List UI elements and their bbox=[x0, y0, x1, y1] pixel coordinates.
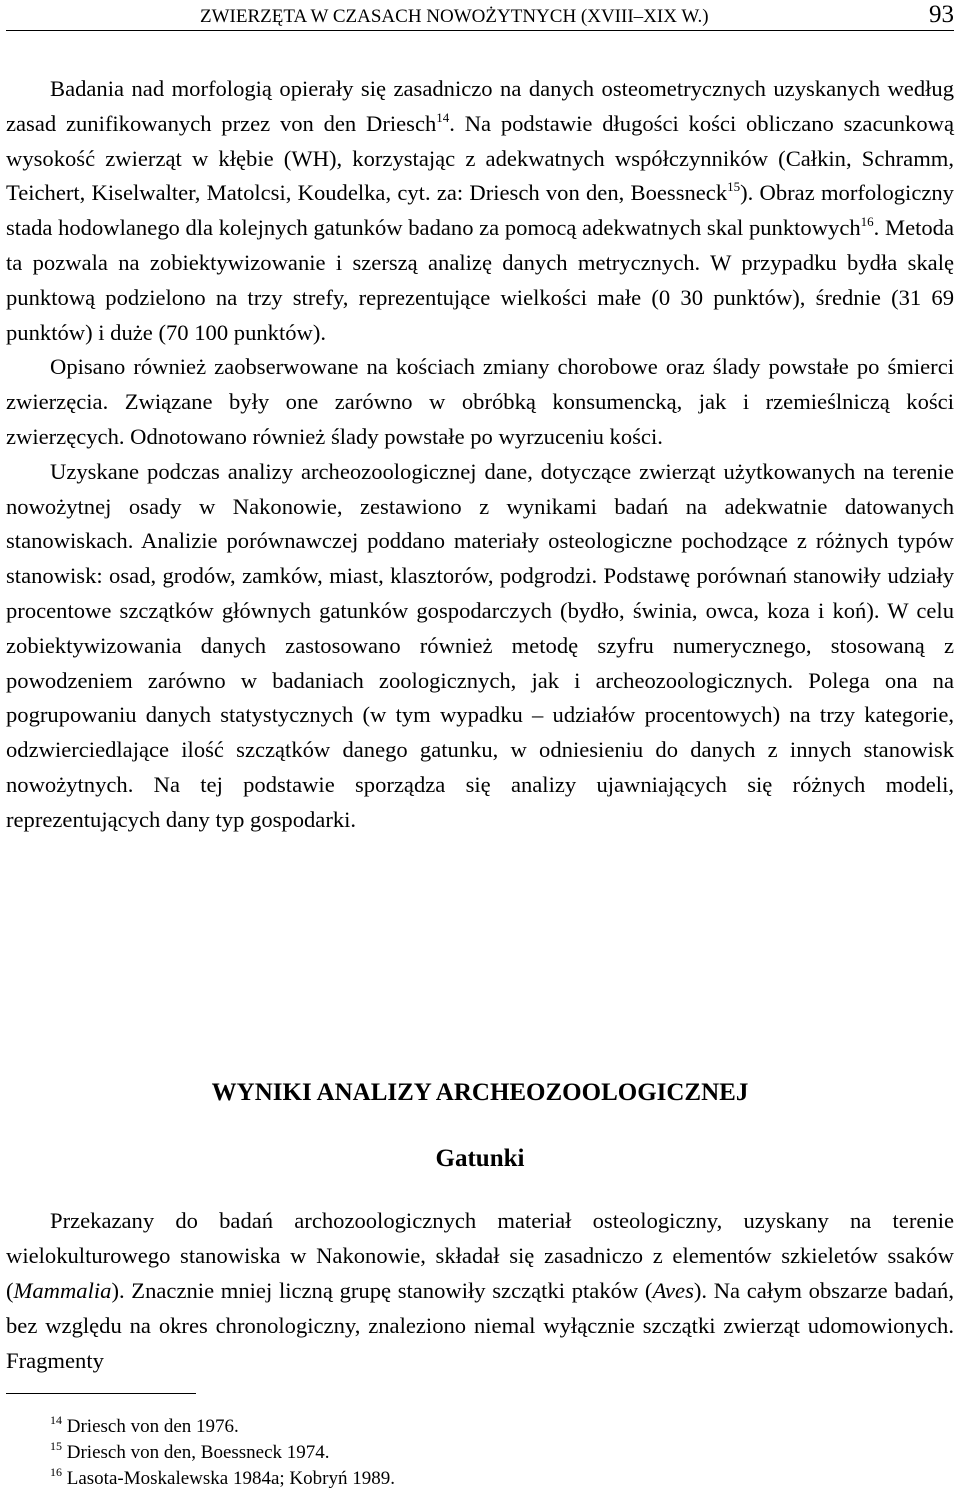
running-header bbox=[6, 1, 954, 31]
footnote-number: 15 bbox=[50, 1439, 62, 1453]
subsection-heading: Gatunki bbox=[435, 1145, 525, 1172]
footnote-text: Driesch von den 1976. bbox=[62, 1416, 239, 1437]
page-number: 93 bbox=[929, 1, 954, 28]
footnote-divider bbox=[6, 1393, 196, 1394]
paragraph bbox=[6, 72, 954, 350]
footnote-text: Lasota-Moskalewska 1984a; Kobryń 1989. bbox=[62, 1468, 395, 1489]
footnote bbox=[50, 1466, 395, 1492]
text-run: Badania nad morfologią opierały się zasadniczo na danych osteometrycznych uzyskanych według zasad zunifikowanych przez von den Driesch bbox=[6, 76, 954, 136]
paragraph bbox=[6, 455, 954, 838]
text-run: Uzyskane podczas analizy archeozoologicznej dane, dotyczące zwierząt użytkowanych na terenie nowożytnej osady w Nakonowie, zestawiono z wynikami badań na adekwatnie datowanych stanowiskach. Analizie porównawczej poddano materiały osteologiczne pochodzące z różnych typów stanowisk: osad, grodów, zamków, miast, klasztorów, podgrodzi. Podstawę porównań stanowiły udziały procentowe szczątków głównych gatunków gospodarczych (bydło, świnia, owca, koza i koń). W celu zobiektywizowania danych zastosowano również metodę szyfru numerycznego, stosowaną z powodzeniem zarówno w badaniach zoologicznych, jak i archeozoologicznych. Polega ona na pogrupowaniu danych statystycznych (w tym wypadku – udziałów procentowych) na trzy kategorie, odzwierciedlające ilość szczątków danego gatunku, w odniesieniu do danych z innych stanowisk nowożytnych. Na tej podstawie sporządza się analizy ujawniających się różnych modeli, reprezentujących dany typ gospodarki. bbox=[6, 458, 954, 832]
taxon-name: Mammalia bbox=[13, 1278, 112, 1303]
footnote bbox=[50, 1440, 395, 1466]
text-run: . Metoda ta pozwala na zobiektywizowanie i szerszą analizę danych metrycznych. W przypadku bydła skalę punktową podzielono na trzy strefy, reprezentujące wielkości małe (0 30 punktów), średnie (31 69 punktów) i duże (70 100 punktów). bbox=[6, 215, 954, 345]
text-run: ). Na całym obszarze badań, bez względu na okres chronologiczny, znaleziono niemal wyłącznie szczątki zwierząt udomowionych. Fragmenty bbox=[6, 1278, 954, 1373]
footnote-reference: 16 bbox=[860, 214, 874, 230]
body-text bbox=[6, 72, 954, 838]
running-header-title: ZWIERZĘTA W CZASACH NOWOŻYTNYCH (XVIII–XIX W.) bbox=[200, 6, 709, 27]
text-run: Opisano również zaobserwowane na kościach zmiany chorobowe oraz ślady powstałe po śmierci zwierzęcia. Związane były one zarówno w obróbką konsumencką, jak i rzemieślniczą kości zwierzęcych. Odnotowano również ślady powstałe po wyrzuceniu kości. bbox=[6, 354, 954, 449]
footnotes bbox=[50, 1414, 395, 1492]
footnote-reference: 14 bbox=[436, 109, 450, 125]
footnote-reference: 15 bbox=[727, 179, 741, 195]
footnote-number: 14 bbox=[50, 1413, 62, 1427]
text-run: Przekazany do badań archozoologicznych materiał osteologiczny, uzyskany na terenie wielokulturowego stanowiska w Nakonowie, składał się zasadniczo z elementów szkieletów ssaków ( bbox=[6, 1208, 954, 1303]
footnote-text: Driesch von den, Boessneck 1974. bbox=[62, 1442, 330, 1463]
text-run: . Na podstawie długości kości obliczano szacunkową wysokość zwierząt w kłębie (WH), korzystając z adekwatnych współczynników (Całkin, Schramm, Teichert, Kiselwalter, Matolcsi, Koudelka, cyt. za: Driesch von den, Boessneck bbox=[6, 110, 954, 206]
paragraph bbox=[6, 350, 954, 454]
paragraph bbox=[6, 1203, 954, 1378]
taxon-name: Aves bbox=[652, 1278, 694, 1303]
footnote-number: 16 bbox=[50, 1465, 62, 1479]
footnote bbox=[50, 1414, 395, 1440]
text-run: ). Obraz morfologiczny stada hodowlanego dla kolejnych gatunków badano za pomocą adekwatnych skal punktowych bbox=[6, 180, 954, 241]
section-heading: WYNIKI ANALIZY ARCHEOZOOLOGICZNEJ bbox=[211, 1079, 749, 1106]
body-text-continued bbox=[6, 1203, 954, 1378]
text-run: ). Znacznie mniej liczną grupę stanowiły szczątki ptaków ( bbox=[111, 1278, 653, 1303]
